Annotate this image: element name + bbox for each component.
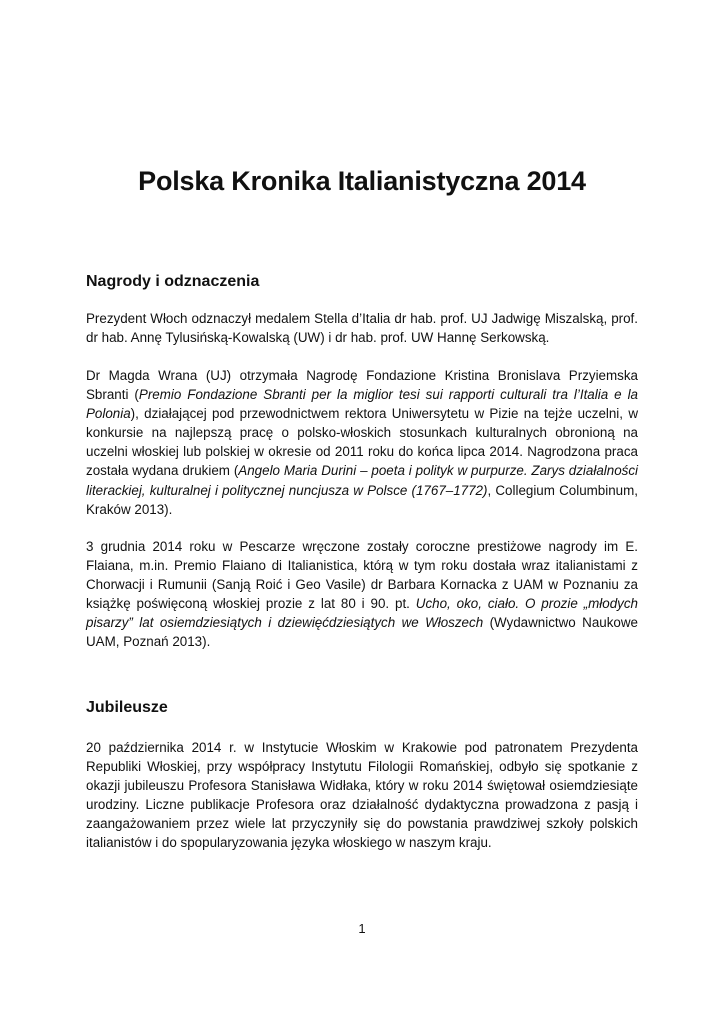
paragraph-flaiano-prize: 3 grudnia 2014 roku w Pescarze wręczone zostały coroczne prestiżowe nagrody im E. Flaiana, m.in. Premio Flaiano di Italianistica, którą w tym roku dostała wraz italianistami z Chorwacji i Rumunii (Sanją Roić i Geo Vasile) dr Barbara Kornacka z UAM w Poznaniu za książkę poświęconą włoskiej prozie z lat 80 i 90. pt. Ucho, oko, ciało. O prozie „młodych pisarzy” lat osiemdziesiątych i dziewięćdziesiątych we Włoszech (Wydawnictwo Naukowe UAM, Poznań 2013). xyxy=(86,539,638,650)
page-number: 1 xyxy=(358,921,366,936)
paragraph-sbranti-prize: Dr Magda Wrana (UJ) otrzymała Nagrodę Fondazione Kristina Bronislava Przyiemska Sbranti (Premio Fondazione Sbranti per la miglior tesi sui rapporti culturali tra l’Italia e la Polonia), działającej pod przewodnictwem rektora Uniwersytetu w Pizie na tejże uczelni, w konkursie na najlepszą pracę o polsko-włoskich stosunkach kulturalnych obronioną na uczelni włoskiej lub polskiej w okresie od 2011 roku do końca lipca 2014. Nagrodzona praca została wydana drukiem (Angelo Maria Durini – poeta i polityk w purpurze. Zarys działalności literackiej, kulturalnej i politycznej nuncjusza w Polsce (1767–1772), Collegium Columbinum, Kraków 2013). xyxy=(86,368,639,517)
section-heading-jubilees: Jubileusze xyxy=(86,699,168,716)
section-heading-awards: Nagrody i odznaczenia xyxy=(86,273,260,290)
paragraph-medal-award: Prezydent Włoch odznaczył medalem Stella d’Italia dr hab. prof. UJ Jadwigę Miszalską, prof. dr hab. Annę Tylusińską-Kowalską (UW) i dr hab. prof. UW Hannę Serkowską. xyxy=(86,311,638,346)
paragraph-widlak-jubilee: 20 października 2014 r. w Instytucie Włoskim w Krakowie pod patronatem Prezydenta Republiki Włoskiej, przy współpracy Instytutu Filologii Romańskiej, odbyło się spotkanie z okazji jubileuszu Profesora Stanisława Widłaka, który w roku 2014 świętował osiemdziesiąte urodziny. Liczne publikacje Profesora oraz działalność dydaktyczna prowadzona z pasją i zaangażowaniem przez wiele lat przyczyniły się do powstania prawdziwej szkoły polskich italianistów i do spopularyzowania języka włoskiego w naszym kraju. xyxy=(86,740,638,851)
document-title: Polska Kronika Italianistyczna 2014 xyxy=(138,166,586,196)
